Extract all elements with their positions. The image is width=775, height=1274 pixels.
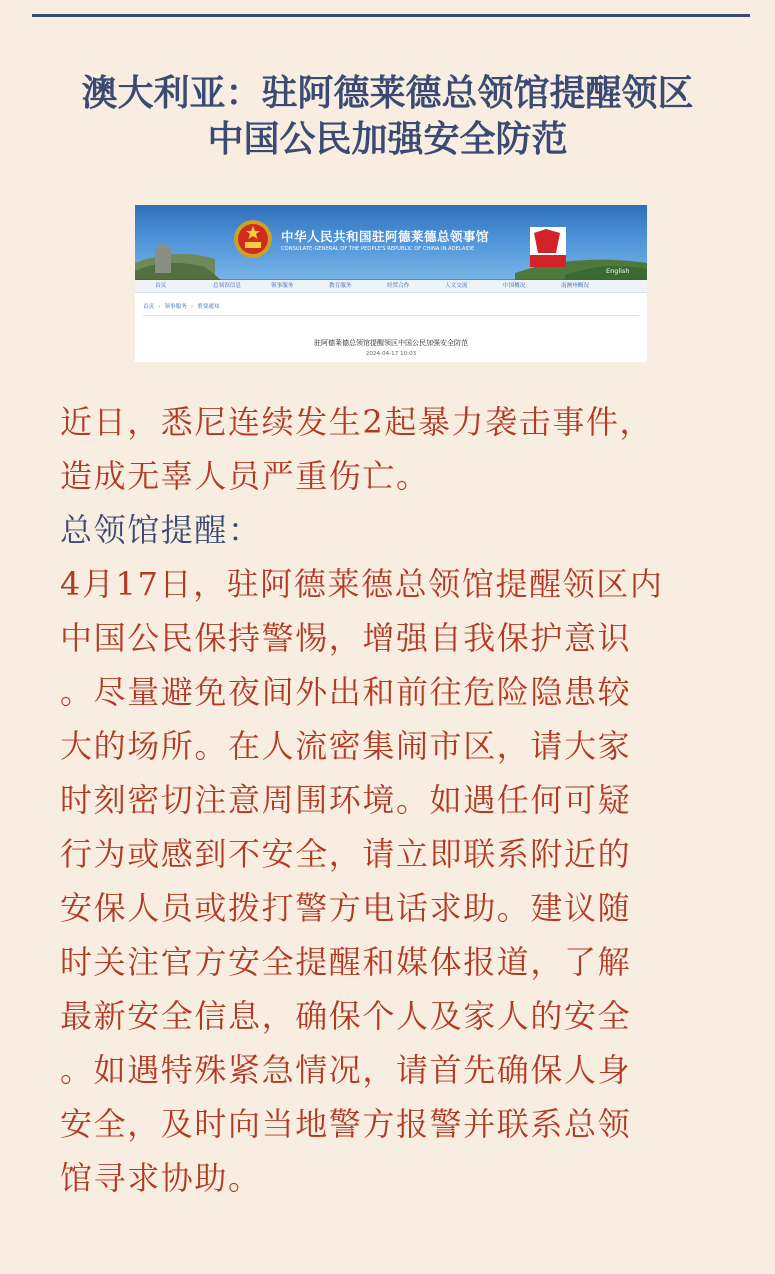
top-divider [32, 14, 750, 17]
breadcrumb-item[interactable]: 首页 [143, 304, 155, 310]
notice-line: 。如遇特殊紧急情况，请首先确保人身 [60, 1051, 632, 1089]
title-line-1: 澳大利亚：驻阿德莱德总领馆提醒领区 [81, 72, 694, 114]
article-title: 驻阿德莱德总领馆提醒领区中国公民加强安全防范 [314, 339, 468, 347]
notice-line: 行为或感到不安全，请立即联系附近的 [60, 835, 632, 873]
intro-line: 近日，悉尼连续发生2起暴力袭击事件， [60, 403, 654, 441]
nav-item[interactable]: 人文交流 [445, 283, 468, 289]
title-line-2: 中国公民加强安全防范 [207, 118, 568, 160]
breadcrumb-separator-icon: › [158, 304, 161, 310]
nav-item[interactable]: 中国概况 [503, 283, 526, 289]
notice-line: 馆寻求协助。 [60, 1159, 262, 1197]
site-nav [135, 280, 647, 293]
notice-line: 中国公民保持警惕，增强自我保护意识 [60, 619, 632, 657]
divider [143, 315, 639, 316]
notice-line: 时关注官方安全提醒和媒体报道，了解 [60, 943, 632, 981]
consulate-website-screenshot [135, 205, 647, 362]
national-emblem-icon [233, 217, 273, 261]
notice-line: 安保人员或拨打警方电话求助。建议随 [60, 889, 632, 927]
nav-item[interactable]: 南澳州概况 [561, 283, 589, 289]
notice-line: 时刻密切注意周围环境。如遇任何可疑 [60, 781, 632, 819]
site-title-en: CONSULATE-GENERAL OF THE PEOPLE'S REPUBLIC OF CHINA IN ADELAIDE [281, 246, 475, 252]
page-title [40, 70, 735, 162]
notice-line: 安全，及时向当地警方报警并联系总领 [60, 1105, 632, 1143]
breadcrumb [143, 302, 219, 310]
breadcrumb-item[interactable]: 重要通知 [197, 304, 220, 310]
article-date: 2024-04-17 10:03 [365, 351, 417, 357]
english-link[interactable]: English [606, 267, 630, 275]
nav-item[interactable]: 领事服务 [271, 283, 294, 289]
south-australia-logo-icon [530, 221, 566, 267]
breadcrumb-separator-icon: › [190, 304, 194, 310]
nav-item[interactable]: 总领馆信息 [213, 283, 241, 289]
site-title-cn: 中华人民共和国驻阿德莱德总领事馆 [281, 229, 490, 244]
intro-line: 造成无辜人员严重伤亡。 [60, 457, 430, 495]
notice-line: 。尽量避免夜间外出和前往危险隐患较 [60, 673, 632, 711]
nav-item[interactable]: 首页 [155, 283, 167, 289]
notice-line: 最新安全信息，确保个人及家人的安全 [60, 997, 632, 1035]
south-australia-logo [530, 221, 566, 267]
reminder-label: 总领馆提醒： [60, 511, 262, 549]
notice-line: 4月17日，驻阿德莱德总领馆提醒领区内 [60, 565, 664, 603]
site-banner [135, 205, 647, 280]
breadcrumb-item[interactable]: 领事服务 [164, 304, 187, 310]
article-body [60, 395, 730, 1205]
nav-item[interactable]: 教育服务 [329, 283, 352, 289]
nav-item[interactable]: 经贸合作 [387, 283, 410, 289]
notice-line: 大的场所。在人流密集闹市区，请大家 [60, 727, 632, 765]
